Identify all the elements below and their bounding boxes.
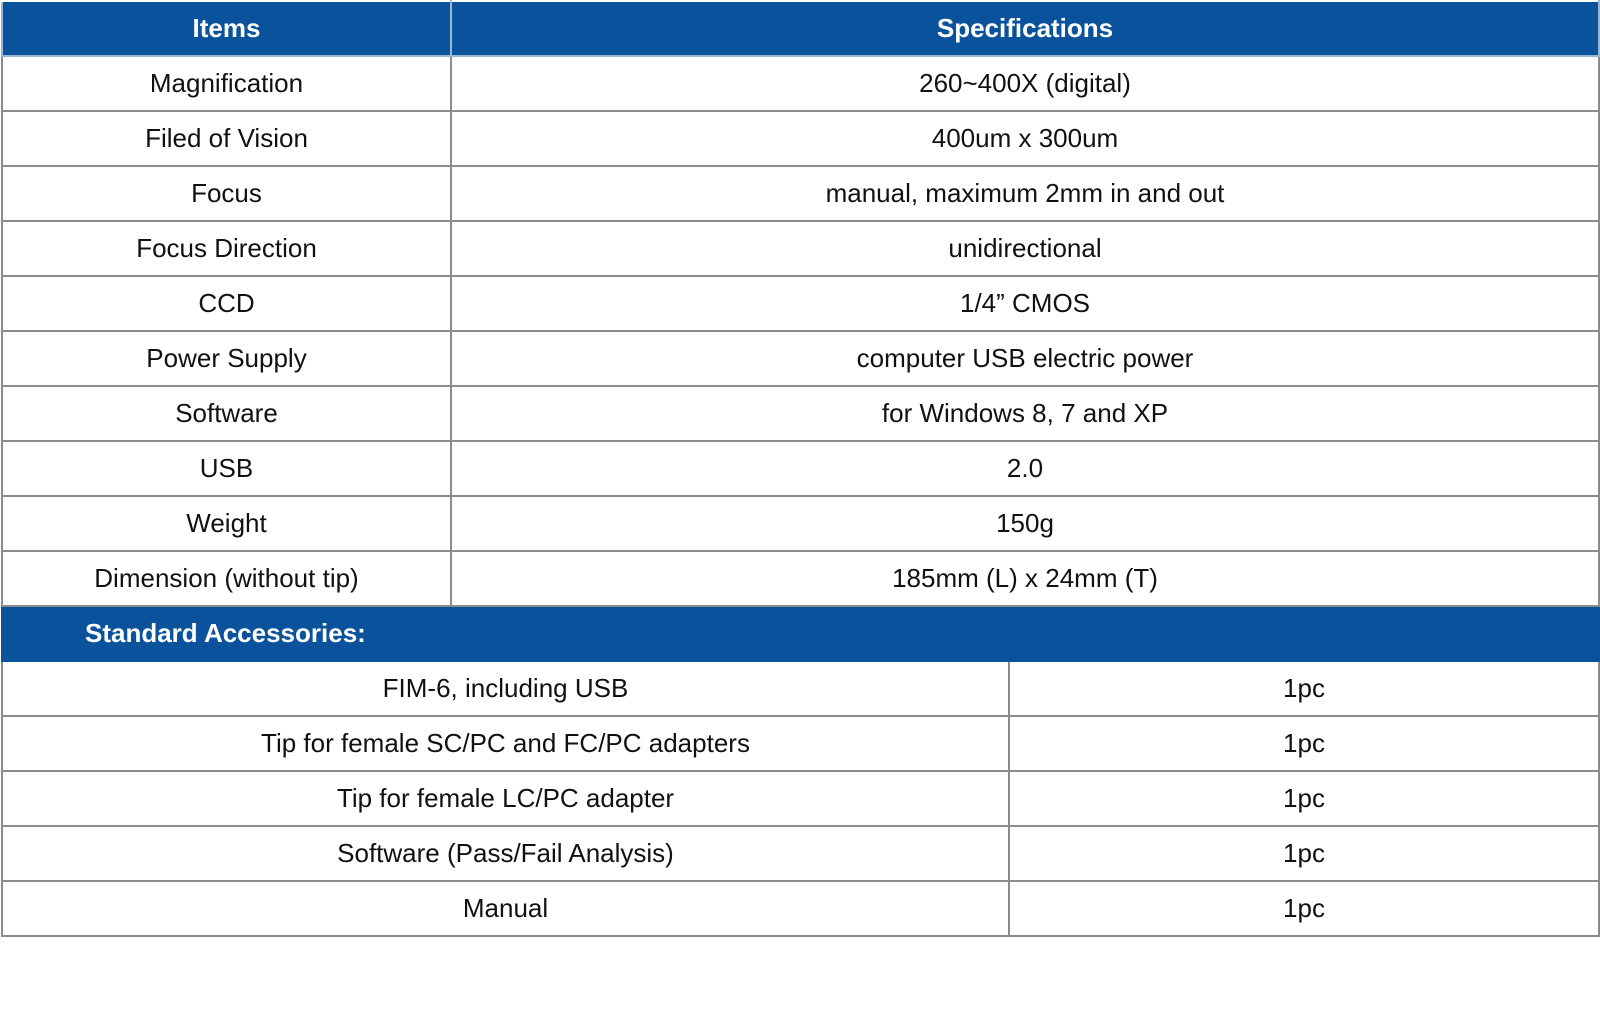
item-cell: Software: [2, 386, 451, 441]
accessory-qty: 1pc: [1009, 771, 1599, 826]
table-row: [2, 111, 1599, 166]
accessory-row: [2, 716, 1599, 771]
spec-cell: for Windows 8, 7 and XP: [451, 386, 1599, 441]
table-row: [2, 441, 1599, 496]
table-row: [2, 386, 1599, 441]
table-header-row: [2, 1, 1599, 56]
accessory-name: FIM-6, including USB: [2, 661, 1009, 716]
table-row: [2, 276, 1599, 331]
spec-cell: 1/4” CMOS: [451, 276, 1599, 331]
item-cell: Focus Direction: [2, 221, 451, 276]
accessory-row: [2, 771, 1599, 826]
accessory-row: [2, 881, 1599, 936]
item-cell: USB: [2, 441, 451, 496]
item-cell: Magnification: [2, 56, 451, 111]
accessory-qty: 1pc: [1009, 826, 1599, 881]
table-row: [2, 496, 1599, 551]
spec-cell: 260~400X (digital): [451, 56, 1599, 111]
spec-cell: computer USB electric power: [451, 331, 1599, 386]
spec-cell: 150g: [451, 496, 1599, 551]
header-specifications: Specifications: [451, 1, 1599, 56]
specifications-table: [1, 0, 1600, 937]
accessory-row: [2, 661, 1599, 716]
accessory-qty: 1pc: [1009, 661, 1599, 716]
table-row: [2, 551, 1599, 606]
accessory-qty: 1pc: [1009, 881, 1599, 936]
accessory-name: Manual: [2, 881, 1009, 936]
item-cell: CCD: [2, 276, 451, 331]
table-row: [2, 221, 1599, 276]
accessory-row: [2, 826, 1599, 881]
table-row: [2, 331, 1599, 386]
spec-cell: unidirectional: [451, 221, 1599, 276]
item-cell: Filed of Vision: [2, 111, 451, 166]
accessory-name: Tip for female LC/PC adapter: [2, 771, 1009, 826]
spec-cell: 185mm (L) x 24mm (T): [451, 551, 1599, 606]
table-row: [2, 166, 1599, 221]
item-cell: Power Supply: [2, 331, 451, 386]
item-cell: Weight: [2, 496, 451, 551]
spec-cell: manual, maximum 2mm in and out: [451, 166, 1599, 221]
accessory-name: Tip for female SC/PC and FC/PC adapters: [2, 716, 1009, 771]
accessory-qty: 1pc: [1009, 716, 1599, 771]
spec-cell: 2.0: [451, 441, 1599, 496]
accessories-header-row: [2, 606, 1599, 661]
table-row: [2, 56, 1599, 111]
item-cell: Dimension (without tip): [2, 551, 451, 606]
item-cell: Focus: [2, 166, 451, 221]
header-items: Items: [2, 1, 451, 56]
accessory-name: Software (Pass/Fail Analysis): [2, 826, 1009, 881]
spec-cell: 400um x 300um: [451, 111, 1599, 166]
accessories-title: Standard Accessories:: [2, 606, 1599, 661]
